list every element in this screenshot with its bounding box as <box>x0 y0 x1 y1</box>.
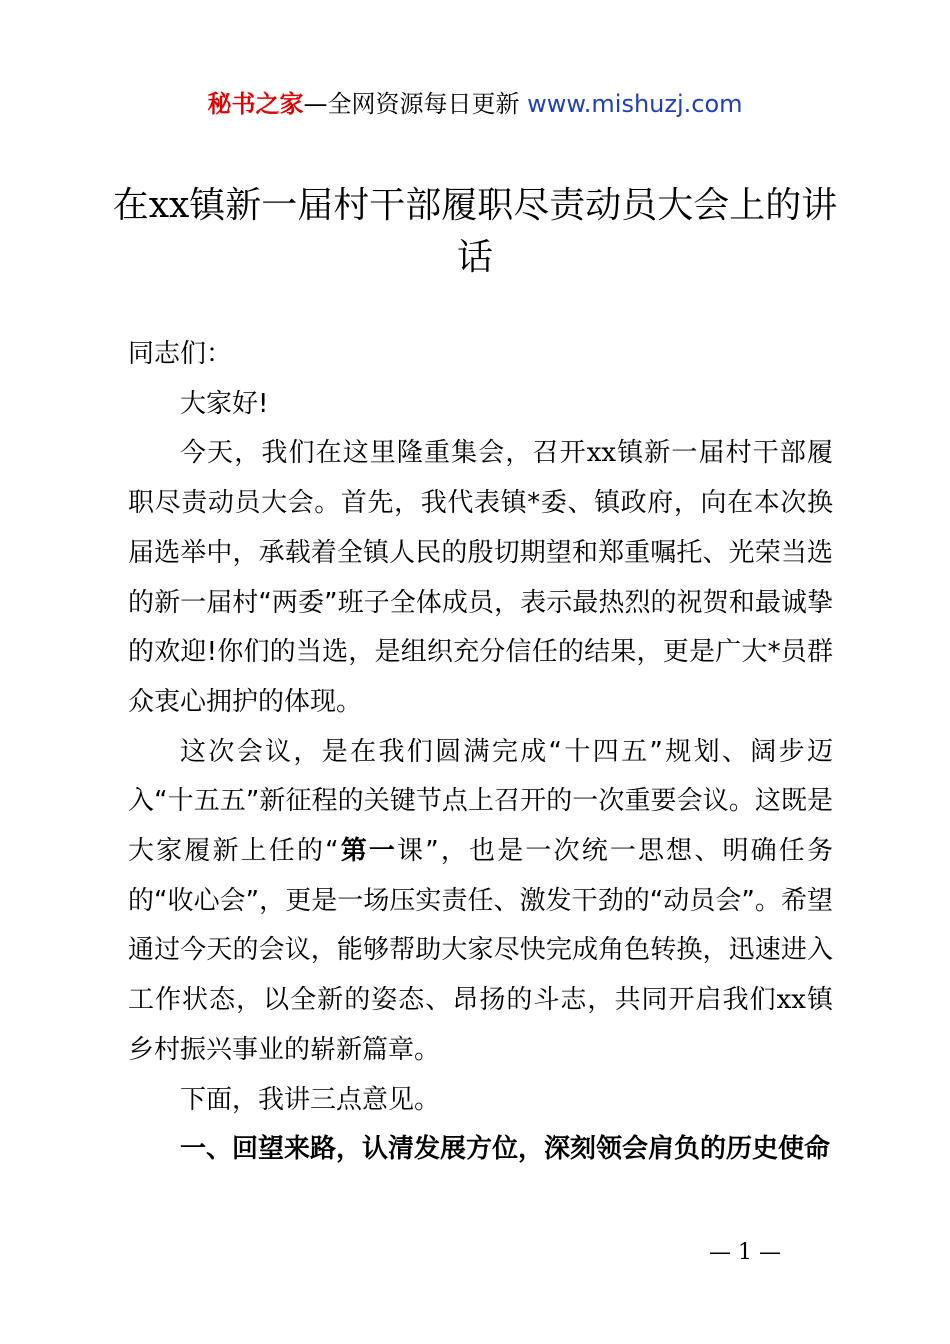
paragraph-meeting-purpose-b: 课”，也是一次统一思想、明确任务的“收心会”，更是一场压实责任、激发干劲的“动员会”。希望通过今天的会议，能够帮助大家尽快完成角色转换，迅速进入工作状态，以全新的姿态、昂扬的斗志，共同开启我们 <box>128 836 833 1016</box>
page-number: — 1 — <box>709 1240 781 1265</box>
site-brand: 秘书之家 <box>207 90 304 118</box>
site-tagline: —全网资源每日更新 <box>303 90 528 118</box>
paragraph-opening-a: 今天，我们在这里隆重集会，召开 <box>180 438 587 469</box>
title-code: xx <box>148 185 190 226</box>
site-url-link[interactable]: www.mishuzj.com <box>527 90 743 118</box>
section-heading-1: 一、回望来路，认清发展方位，深刻领会肩负的历史使命 <box>180 1134 831 1165</box>
greeting: 大家好! <box>180 388 269 419</box>
paragraph-outline: 下面，我讲三点意见。 <box>180 1084 441 1115</box>
paragraph-meeting-purpose-code: xx <box>776 985 806 1016</box>
title-part-2: 镇新一届村干部履职尽责动员大会上的讲话 <box>189 185 838 278</box>
paragraph-meeting-purpose-c: 镇乡村振兴事业的崭新篇章。 <box>128 985 833 1065</box>
document-body <box>128 330 833 1175</box>
site-header <box>0 86 950 122</box>
title-part-1: 在 <box>112 185 149 226</box>
paragraph-meeting-purpose <box>128 728 833 1076</box>
document-title <box>100 180 850 284</box>
paragraph-meeting-purpose-bold: 第一 <box>338 836 398 867</box>
paragraph-opening-b: 镇新一届村干部履职尽责动员大会。首先，我代表镇*委、镇政府，向在本次换届选举中，承载着全镇人民的殷切期望和郑重嘱托、光荣当选的新一届村“两委”班子全体成员，表示最热烈的祝贺和最诚挚的欢迎!你们的当选，是组织充分信任的结果，更是广大*员群众衷心拥护的体现。 <box>128 438 833 717</box>
salutation: 同志们： <box>128 339 233 369</box>
paragraph-opening <box>128 429 833 727</box>
paragraph-opening-code: xx <box>586 438 617 469</box>
paragraph-meeting-purpose-a: 这次会议，是在我们圆满完成“十四五”规划、阔步迈入“十五五”新征程的关键节点上召开的一次重要会议。这既是大家履新上任的“ <box>128 736 833 867</box>
